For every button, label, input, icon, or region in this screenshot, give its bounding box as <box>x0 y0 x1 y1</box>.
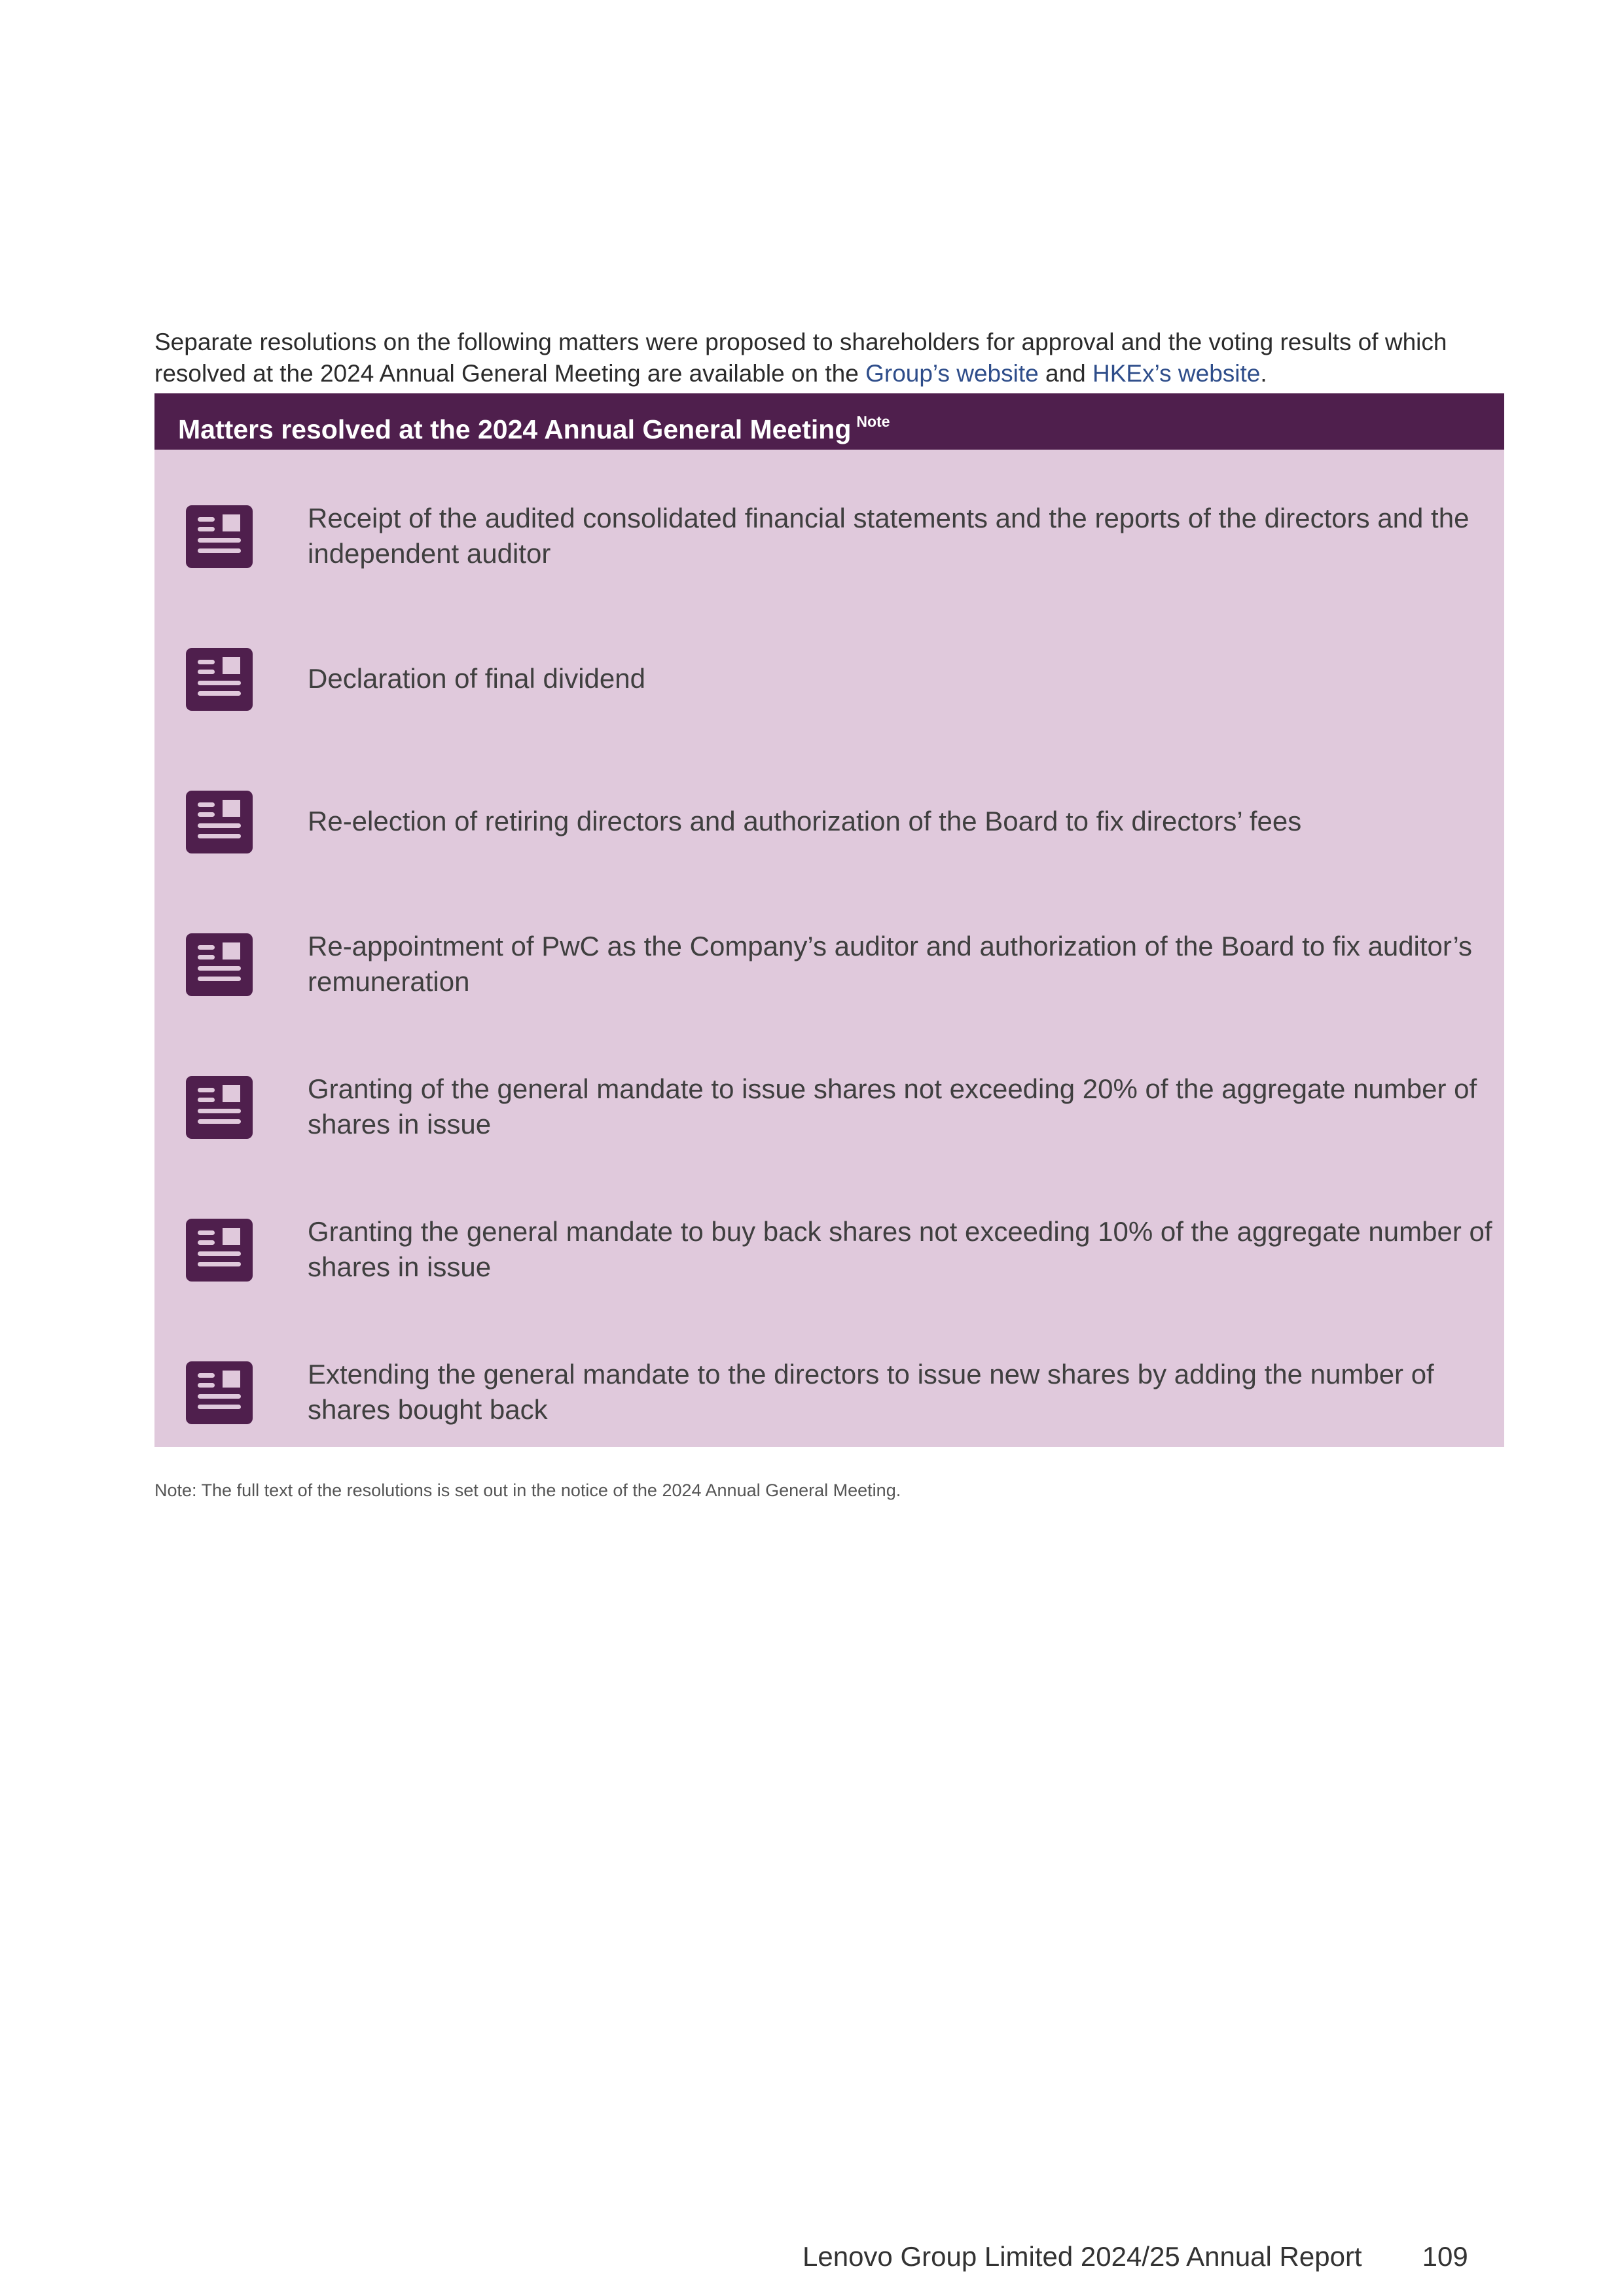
intro-and-text: and <box>1038 360 1093 387</box>
resolution-text: Granting of the general mandate to issue shares not exceeding 20% of the aggregate number of shares in issue <box>308 1073 1477 1139</box>
intro-paragraph <box>154 327 1503 389</box>
resolution-item <box>154 1061 1504 1153</box>
resolution-item <box>154 1204 1504 1295</box>
resolutions-panel <box>154 393 1504 1447</box>
panel-title-note: Note <box>856 413 890 430</box>
resolution-text: Re-election of retiring directors and authorization of the Board to fix directors’ fees <box>308 806 1302 836</box>
document-icon <box>186 791 253 853</box>
panel-title: Matters resolved at the 2024 Annual General Meeting <box>178 414 852 444</box>
resolution-text: Granting the general mandate to buy back shares not exceeding 10% of the aggregate number of shares in issue <box>308 1216 1492 1282</box>
intro-text: Separate resolutions on the following matters were proposed to shareholders for approval and the voting results of which resolved at the 2024 Annual General Meeting are available on the <box>154 329 1447 387</box>
document-icon <box>186 1219 253 1282</box>
resolution-item <box>154 776 1504 867</box>
document-icon <box>186 1361 253 1424</box>
document-icon <box>186 933 253 996</box>
intro-end-text: . <box>1260 360 1267 387</box>
page-footer <box>803 2241 1468 2272</box>
document-icon <box>186 648 253 711</box>
resolution-text: Extending the general mandate to the directors to issue new shares by adding the number of shares bought back <box>308 1359 1434 1425</box>
footnote: Note: The full text of the resolutions is set out in the notice of the 2024 Annual General Meeting. <box>154 1480 901 1500</box>
resolution-item <box>154 1346 1504 1438</box>
document-icon <box>186 505 253 568</box>
page-number: 109 <box>1422 2241 1468 2272</box>
resolution-item <box>154 633 1504 725</box>
footer-report-title: Lenovo Group Limited 2024/25 Annual Report <box>803 2241 1362 2272</box>
panel-header <box>154 393 1504 450</box>
resolution-text: Declaration of final dividend <box>308 663 645 694</box>
resolution-item <box>154 490 1504 582</box>
resolution-item <box>154 918 1504 1010</box>
resolution-text: Re-appointment of PwC as the Company’s auditor and authorization of the Board to fix auditor’s remuneration <box>308 931 1473 997</box>
hkex-website-link[interactable]: HKEx’s website <box>1092 360 1261 387</box>
group-website-link[interactable]: Group’s website <box>865 360 1039 387</box>
document-icon <box>186 1076 253 1139</box>
resolution-text: Receipt of the audited consolidated financial statements and the reports of the directors and the independent auditor <box>308 503 1470 569</box>
